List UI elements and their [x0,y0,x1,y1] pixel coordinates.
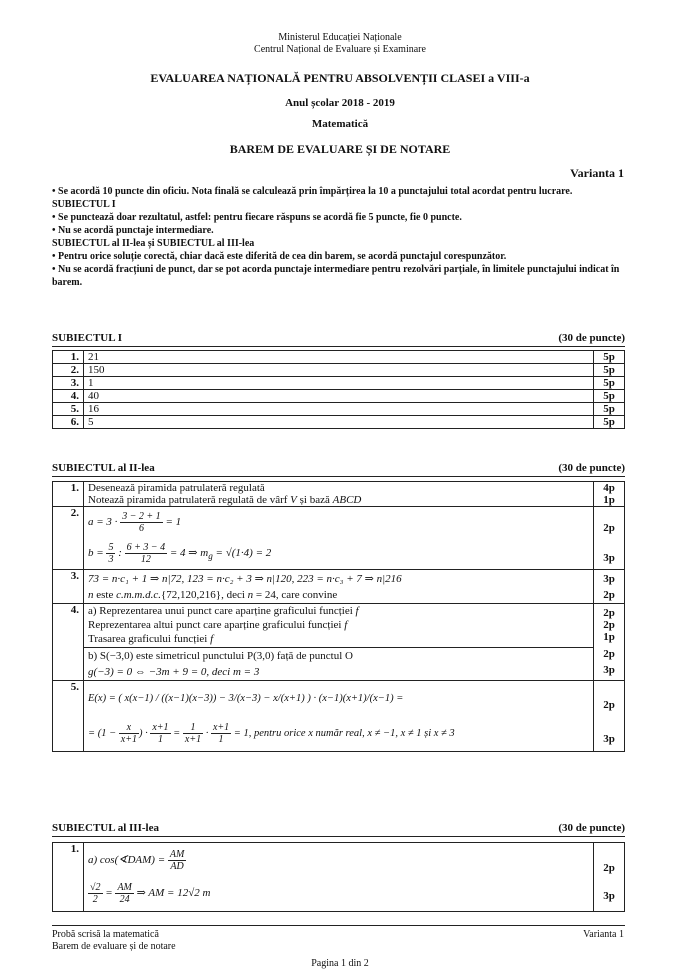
math: b = [88,547,107,560]
item-points: 5p [594,351,625,364]
answer-line [88,587,589,603]
table-row [53,351,625,364]
item-number: 5. [53,681,84,752]
general-notes [52,185,627,289]
answer-line: E(x) = ( x(x−1) / ((x−1)(x−3)) − 3/(x−3) − x/(x+1) ) · (x−1)(x+1)/(x−1) = [88,693,404,704]
table-row [53,570,625,604]
numerator: x [119,722,139,734]
numerator: 6 + 3 − 4 [126,542,166,553]
footer-line: Barem de evaluare și de notare [52,941,176,952]
item-answer: 40 [84,390,594,403]
notes-s23-title: SUBIECTUL al II-lea și SUBIECTUL al III-lea [52,238,255,249]
math: = [102,887,116,900]
fraction [168,849,186,872]
s3-title: SUBIECTUL al III-lea [52,822,159,834]
points: 2p [603,588,615,601]
points: 3p [603,572,615,585]
item-answer [84,604,594,681]
item-answer [84,681,594,752]
item-points: 5p [594,377,625,390]
points: 3p [603,552,615,564]
item-number: 1. [53,482,84,507]
footer-variant: Varianta 1 [583,929,624,940]
text: Reprezentarea altui punct care aparține graficului funcției [88,619,345,631]
denominator: 12 [140,554,151,565]
s1-table [52,350,625,429]
points: 2p [603,862,615,874]
math: = 1, pentru orice x număr real, x ≠ −1, x ≠ 1 și x ≠ 3 [231,727,455,739]
fraction [115,882,133,905]
numerator: AM [117,882,132,893]
denominator: 1 [218,734,224,745]
notes-s1-title: SUBIECTUL I [52,199,116,210]
subject-name: Matematică [311,118,369,130]
table-row [53,416,625,429]
answer-line: 73 = n·c₁ + 1 ⇒ n|72, 123 = n·c₂ + 3 ⇒ n|120, 223 = n·c₃ + 7 ⇒ n|216 [88,573,402,585]
numerator: AM [169,849,185,860]
s3-table [52,842,625,912]
answer-line: b) S(−3,0) este simetricul punctului P(3,0) față de punctul O [88,650,353,662]
answer-line [88,494,589,506]
points: 2p [603,606,615,619]
points: 1p [603,494,615,506]
math: = 4 ⇒ m [167,547,209,560]
numerator: √2 [90,882,101,893]
math-f: f [355,605,359,617]
item-points: 5p [594,364,625,377]
item-number: 6. [53,416,84,429]
s3-header [52,822,625,837]
math: a = 3 · [88,516,121,529]
fraction [211,722,231,745]
denominator: 6 [138,523,144,534]
denominator: 2 [92,894,98,905]
numerator: 1 [183,722,203,734]
item-answer [84,482,594,507]
item-number: 5. [53,403,84,416]
text: a) Reprezentarea unui punct care aparține graficului funcției [88,605,356,617]
table-row [53,507,625,570]
table-row [53,364,625,377]
s1-header [52,332,625,347]
item-answer [84,843,594,912]
item-answer: 5 [84,416,594,429]
text: {72,120,216}, deci [161,589,248,601]
item-points: 5p [594,390,625,403]
points: 3p [603,890,615,902]
math: c.m.m.d.c. [116,589,162,601]
points: 3p [603,663,615,676]
math: = √(1·4) = 2 [212,547,272,560]
note-5: • Nu se acordă fracțiuni de punct, dar se pot acorda punctaje intermediare pentru rezolvări parțiale, în limitele punctajului indicat în barem. [52,264,620,288]
math: n [247,589,254,601]
math: ⇒ AM = 12√2 m [133,887,211,900]
item-number: 4. [53,390,84,403]
footer-line: Probă scrisă la matematică [52,929,159,940]
barem-title: BAREM DE EVALUARE ȘI DE NOTARE [229,142,451,156]
points: 2p [603,699,615,711]
item-points [594,604,625,681]
text: este [93,589,117,601]
points: 2p [603,618,615,631]
item-answer [84,507,594,570]
variant-label: Varianta 1 [570,166,624,180]
table-row [53,390,625,403]
numerator: 5 [108,542,114,553]
footer-left [52,929,176,953]
fraction [183,722,203,745]
page-number: Pagina 1 din 2 [311,958,369,969]
item-number: 2. [53,364,84,377]
numerator: x+1 [212,722,230,733]
center-line: Centrul Național de Evaluare și Examinare [254,44,426,55]
math: · [203,727,211,739]
item-answer: 150 [84,364,594,377]
text: Notează piramida patrulateră regulată de vârf [88,494,291,506]
denominator: AD [170,861,184,872]
footer-divider [52,925,625,926]
text: Trasarea graficului funcției [88,633,211,645]
s1-points: (30 de puncte) [558,332,625,344]
fraction [119,722,139,745]
item-answer: 21 [84,351,594,364]
math-abcd: ABCD [332,494,362,506]
math-f: f [210,633,214,645]
item-number: 2. [53,507,84,570]
table-row [53,843,625,912]
answer-line [88,604,589,618]
item-number: 1. [53,351,84,364]
math: = 1 [162,516,182,529]
table-row [53,377,625,390]
answer-line: g(−3) = 0 ⇔ −3m + 9 = 0, deci m = 3 [88,666,260,678]
points: 4p [603,482,615,494]
item-points [594,482,625,507]
answer-line: Desenează piramida patrulateră regulată [88,482,265,494]
fraction [120,511,163,534]
item-points [594,570,625,604]
item-number: 4. [53,604,84,681]
note-4: • Pentru orice soluție corectă, chiar dacă este diferită de cea din barem, se acordă punctajul corespunzător. [52,251,507,262]
math-v: V [290,494,297,506]
points: 2p [603,522,615,534]
table-row [53,403,625,416]
denominator: x+1 [184,734,202,745]
fraction [125,542,168,565]
item-number: 3. [53,377,84,390]
numerator: 3 − 2 + 1 [122,511,161,522]
answer-line [84,632,593,648]
table-row [53,604,625,681]
subscript: g [208,551,213,562]
item-points [594,681,625,752]
s3-points: (30 de puncte) [558,822,625,834]
item-number: 3. [53,570,84,604]
math: a) cos(∢DAM) = [88,854,168,867]
table-row [53,482,625,507]
ministry-line: Ministerul Educației Naționale [278,32,402,43]
numerator: x+1 [152,722,169,733]
points: 3p [603,733,615,745]
exam-title: EVALUAREA NAȚIONALĂ PENTRU ABSOLVENȚII CLASEI a VIII-a [150,71,530,85]
answer-line [88,716,589,751]
item-answer: 16 [84,403,594,416]
math: ) · [138,727,151,739]
item-number: 1. [53,843,84,912]
answer-line [88,843,589,878]
math-f: f [344,619,348,631]
s2-points: (30 de puncte) [558,462,625,474]
answer-line [88,507,589,538]
math: : [115,547,125,560]
answer-line [88,538,589,569]
text: = 24, care convine [253,589,338,601]
table-row [53,681,625,752]
math: n [88,589,94,601]
text: și bază [296,494,333,506]
math: = (1 − [88,727,119,739]
school-year: Anul școlar 2018 - 2019 [285,97,395,109]
note-1: • Se acordă 10 puncte din oficiu. Nota finală se calculează prin împărțirea la 10 a punctajului total acordat pentru lucrare. [52,186,573,197]
denominator: 3 [108,554,114,565]
math: = [170,727,183,739]
points: 1p [603,630,615,643]
denominator: 24 [119,894,130,905]
fraction [150,722,170,745]
item-answer [84,570,594,604]
item-points [594,507,625,570]
s1-title: SUBIECTUL I [52,332,123,344]
answer-line [88,878,589,911]
fraction [88,882,103,905]
note-3: • Nu se acordă punctaje intermediare. [52,225,214,236]
denominator: 1 [157,734,163,745]
item-answer: 1 [84,377,594,390]
denominator: x+1 [120,734,137,745]
note-2: • Se punctează doar rezultatul, astfel: pentru fiecare răspuns se acordă fie 5 puncte, fie 0 puncte. [52,212,462,223]
points: 2p [603,647,615,660]
answer-line [88,618,589,632]
s2-table [52,481,625,752]
item-points: 5p [594,403,625,416]
s2-title: SUBIECTUL al II-lea [52,462,155,474]
item-points: 5p [594,416,625,429]
item-points [594,843,625,912]
s2-header [52,462,625,477]
